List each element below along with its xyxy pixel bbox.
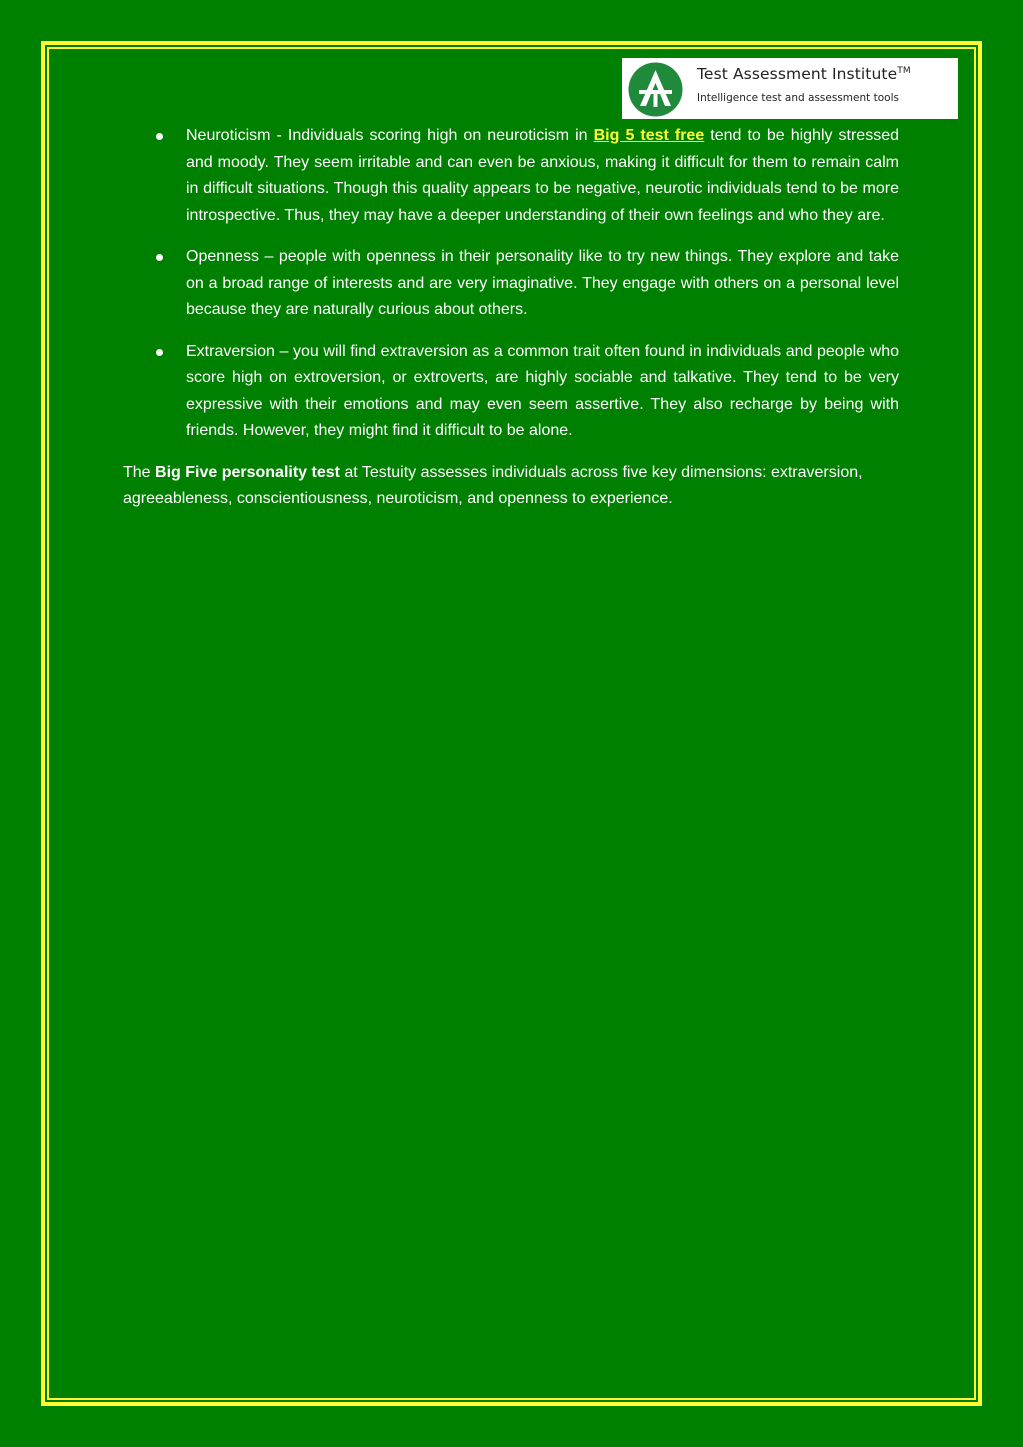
logo-mark-icon <box>627 61 684 118</box>
big5-test-free-link[interactable]: Big 5 test free <box>593 127 705 144</box>
list-item <box>123 244 899 324</box>
trademark-mark: TM <box>897 66 911 76</box>
bullet-icon <box>156 133 163 140</box>
logo-title: Test Assessment Institute™ <box>697 65 911 83</box>
summary-bold-term: Big Five personality test <box>155 463 340 481</box>
document-body <box>123 123 899 513</box>
bullet-icon <box>156 254 163 261</box>
list-item <box>123 339 899 445</box>
trait-neuroticism-lead: Neuroticism - Individuals scoring high on neuroticism in <box>186 127 594 144</box>
summary-rest: at Testuity assesses individuals across five key dimensions: extraversion, agreeableness, conscientiousness, neuroticism, and openness to experience. <box>123 463 863 507</box>
logo <box>622 58 958 119</box>
trait-openness-text: Openness – people with openness in their personality like to try new things. They explore and take on a broad range of interests and are very imaginative. They engage with others on a personal level because they are naturally curious about others. <box>186 248 899 318</box>
bullet-icon <box>156 349 163 356</box>
list-item <box>123 123 899 229</box>
trait-extraversion-text: Extraversion – you will find extraversion as a common trait often found in individuals and people who score high on extroversion, or extroverts, are highly sociable and talkative. They tend to be very expressive with their emotions and may even seem assertive. They also recharge by being with friends. However, they might find it difficult to be alone. <box>186 342 899 439</box>
logo-subtitle: Intelligence test and assessment tools <box>697 92 899 104</box>
trait-neuroticism-rest: tend to be highly stressed and moody. They seem irritable and can even be anxious, making it difficult for them to remain calm in difficult situations. Though this quality appears to be negative, neurotic individuals tend to be more introspective. Thus, they may have a deeper understanding of their own feelings and who they are. <box>186 127 900 224</box>
summary-prefix: The <box>123 463 156 481</box>
summary-paragraph <box>123 460 899 513</box>
traits-list <box>123 123 899 445</box>
